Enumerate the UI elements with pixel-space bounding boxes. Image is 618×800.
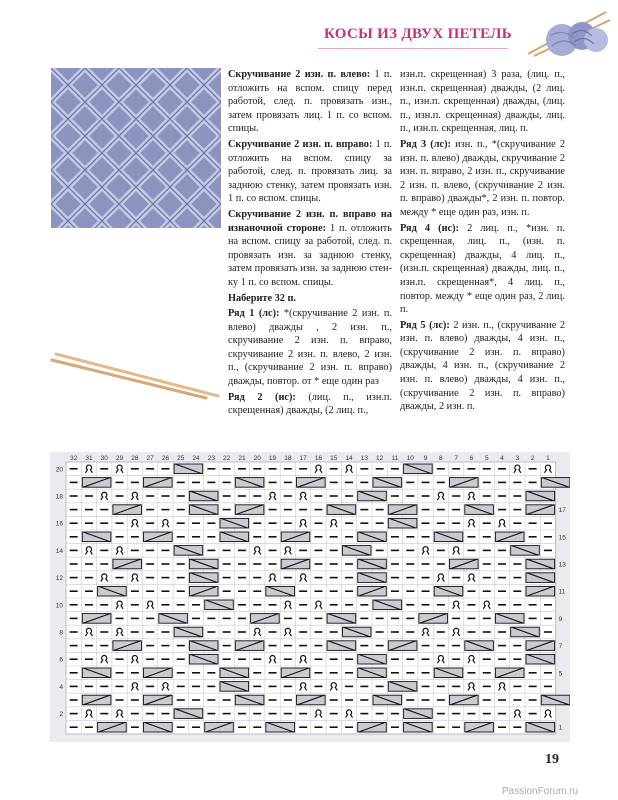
- row-number-left: 20: [55, 466, 63, 474]
- row-number-left: 12: [55, 575, 63, 583]
- column-number: 16: [314, 455, 323, 462]
- paragraph-heading: Ряд 4 (ис):: [400, 222, 459, 234]
- paragraph: [228, 68, 392, 136]
- paragraph-heading: Наберите 32 п.: [228, 292, 296, 304]
- page-number: 19: [545, 752, 559, 767]
- instructions-column-1: [228, 68, 392, 420]
- yarn-balls-icon: [520, 6, 612, 58]
- knit-swatch-photo: [51, 68, 221, 228]
- paragraph-text: *(скручивание 2 изн. п. влево) дважды , 2 изн. п., скручивание 2 изн. п. вправо, скручивание 2 изн. п. влево, 2 изн. п., (скручивание 2 изн. п. вправо) дважды, повтор. от * еще один раз: [228, 308, 392, 388]
- column-number: 31: [85, 455, 93, 462]
- row-number-left: 6: [59, 656, 63, 664]
- paragraph: [400, 222, 565, 317]
- instructions-column-2: [400, 68, 565, 416]
- row-number-left: 8: [59, 629, 63, 637]
- row-number-left: 4: [59, 683, 63, 691]
- column-number: 29: [115, 455, 124, 462]
- column-number: 17: [299, 455, 307, 462]
- column-number: 13: [360, 455, 368, 462]
- row-number-left: 16: [55, 520, 63, 528]
- paragraph-heading: Ряд 2 (ис):: [228, 391, 296, 403]
- column-number: 19: [268, 455, 277, 462]
- row-number-right: 5: [558, 670, 563, 678]
- column-number: 6: [469, 455, 474, 462]
- column-number: 15: [330, 455, 338, 462]
- row-number-right: 17: [558, 507, 566, 515]
- row-number-right: 7: [558, 643, 563, 651]
- column-number: 28: [131, 455, 139, 462]
- column-number: 22: [223, 455, 231, 462]
- paragraph-text: 2 лиц. п., *изн. п. скрещенная, лиц. п., (изн. п. скрещенная) дважды, 4 лиц. п., (изн.п. скрещенная) дважды, лиц. п., изн.п. скрещенная*, 4 лиц. п., повтор. между * еще один раз, 2 лиц. п.: [400, 222, 566, 316]
- column-number: 32: [70, 455, 78, 462]
- paragraph-heading: Скручивание 2 изн. п. влево:: [228, 69, 371, 80]
- paragraph-text: изн. п., *(скручивание 2 изн. п. влево) дважды, скручивание 2 изн. п. вправо, 2 изн. п., скручивание 2 изн. п. влево, (скручивание 2 изн. п. вправо) дважды*, 2 изн. п. повтор. между * еще один раз, изн. п.: [400, 138, 565, 218]
- paragraph-text: (лиц. п., изн.п. скрещенная) дважды, (2 лиц. п.,: [228, 391, 393, 417]
- paragraph-text: 2 изн. п., (скручивание 2 изн. п. влево) дважды, 4 изн. п., (скручивание 2 изн. п. вправо) дважды, 4 изн. п., (скручивание 2 изн. п. влево) дважды, 4 изн. п., (скручивание 2 изн. п. вправо) дважды, 2 изн. п.: [400, 319, 566, 413]
- column-number: 18: [284, 455, 292, 462]
- column-number: 8: [439, 455, 443, 462]
- column-number: 26: [161, 455, 170, 462]
- column-number: 9: [423, 455, 428, 462]
- paragraph: [400, 319, 565, 414]
- row-number-left: 18: [55, 493, 63, 501]
- column-number: 7: [454, 455, 458, 462]
- paragraph: [228, 208, 392, 290]
- row-number-right: 11: [558, 588, 566, 596]
- header-rule: [318, 48, 508, 49]
- column-number: 23: [207, 455, 215, 462]
- paragraph: [228, 138, 392, 206]
- column-number: 30: [100, 455, 108, 462]
- column-number: 24: [192, 455, 200, 462]
- column-number: 21: [238, 455, 246, 462]
- paragraph: [228, 292, 392, 306]
- column-number: 4: [500, 455, 504, 462]
- page-header: [0, 0, 618, 60]
- knitting-chart: [50, 452, 570, 742]
- paragraph-heading: Ряд 3 (лс):: [400, 138, 451, 150]
- paragraph-heading: Скручивание 2 изн. п. вправо на изнаночной стороне:: [228, 208, 392, 234]
- paragraph-heading: Ряд 5 (лс):: [400, 319, 450, 331]
- row-number-right: 9: [558, 615, 563, 623]
- column-number: 5: [484, 455, 489, 462]
- row-number-left: 14: [55, 547, 63, 555]
- paragraph: [400, 138, 565, 220]
- paragraph-text: 1 п. отложить на вспом. спицу перед работой, след. п. провязать изн., затем провязать лиц. 1 п. со вспом. спицы.: [228, 69, 392, 135]
- paragraph-text: изн.п. скрещенная) 3 раза, (лиц. п., изн.п. скрещенная) дважды, (2 лиц. п., изн.п. скрещенная) дважды, (лиц. п., изн.п. скрещенная) дважды, лиц. п., изн.п. скрещенная, лиц. п.: [400, 69, 565, 135]
- paragraph: [228, 391, 392, 418]
- row-number-right: 1: [558, 724, 563, 732]
- paragraph-heading: Ряд 1 (лс):: [228, 308, 280, 320]
- watermark: PassionForum.ru: [502, 786, 579, 797]
- column-number: 11: [391, 455, 399, 462]
- paragraph-text: 1 п. отложить на вспом. спицу за работой, след. п. провязать изн. за заднюю стенку, затем провязать изн. за заднюю стенку 1 п. со вспом. спицы.: [228, 222, 392, 288]
- row-number-left: 2: [59, 711, 63, 719]
- column-number: 20: [253, 455, 261, 462]
- knitting-needles-icon: [50, 340, 220, 400]
- column-number: 3: [515, 455, 520, 462]
- column-number: 14: [345, 455, 353, 462]
- column-number: 10: [406, 455, 414, 462]
- paragraph: [228, 307, 392, 389]
- row-number-right: 15: [558, 534, 566, 542]
- column-number: 12: [376, 455, 384, 462]
- row-number-right: 13: [558, 561, 566, 569]
- paragraph: [400, 68, 565, 136]
- column-number: 27: [146, 455, 154, 462]
- column-number: 25: [177, 455, 185, 462]
- section-title: КОСЫ ИЗ ДВУХ ПЕТЕЛЬ: [324, 26, 512, 42]
- paragraph-heading: Скручивание 2 изн. п. вправо:: [228, 138, 373, 150]
- column-number: 1: [546, 455, 550, 462]
- column-number: 2: [530, 455, 535, 462]
- row-number-left: 10: [55, 602, 63, 610]
- paragraph-text: 1 п. отложить на вспом. спицу за работой, след. п. провязать лиц. за заднюю стенку, затем провязать изн. 1 п. со вспом. спицы.: [228, 138, 392, 205]
